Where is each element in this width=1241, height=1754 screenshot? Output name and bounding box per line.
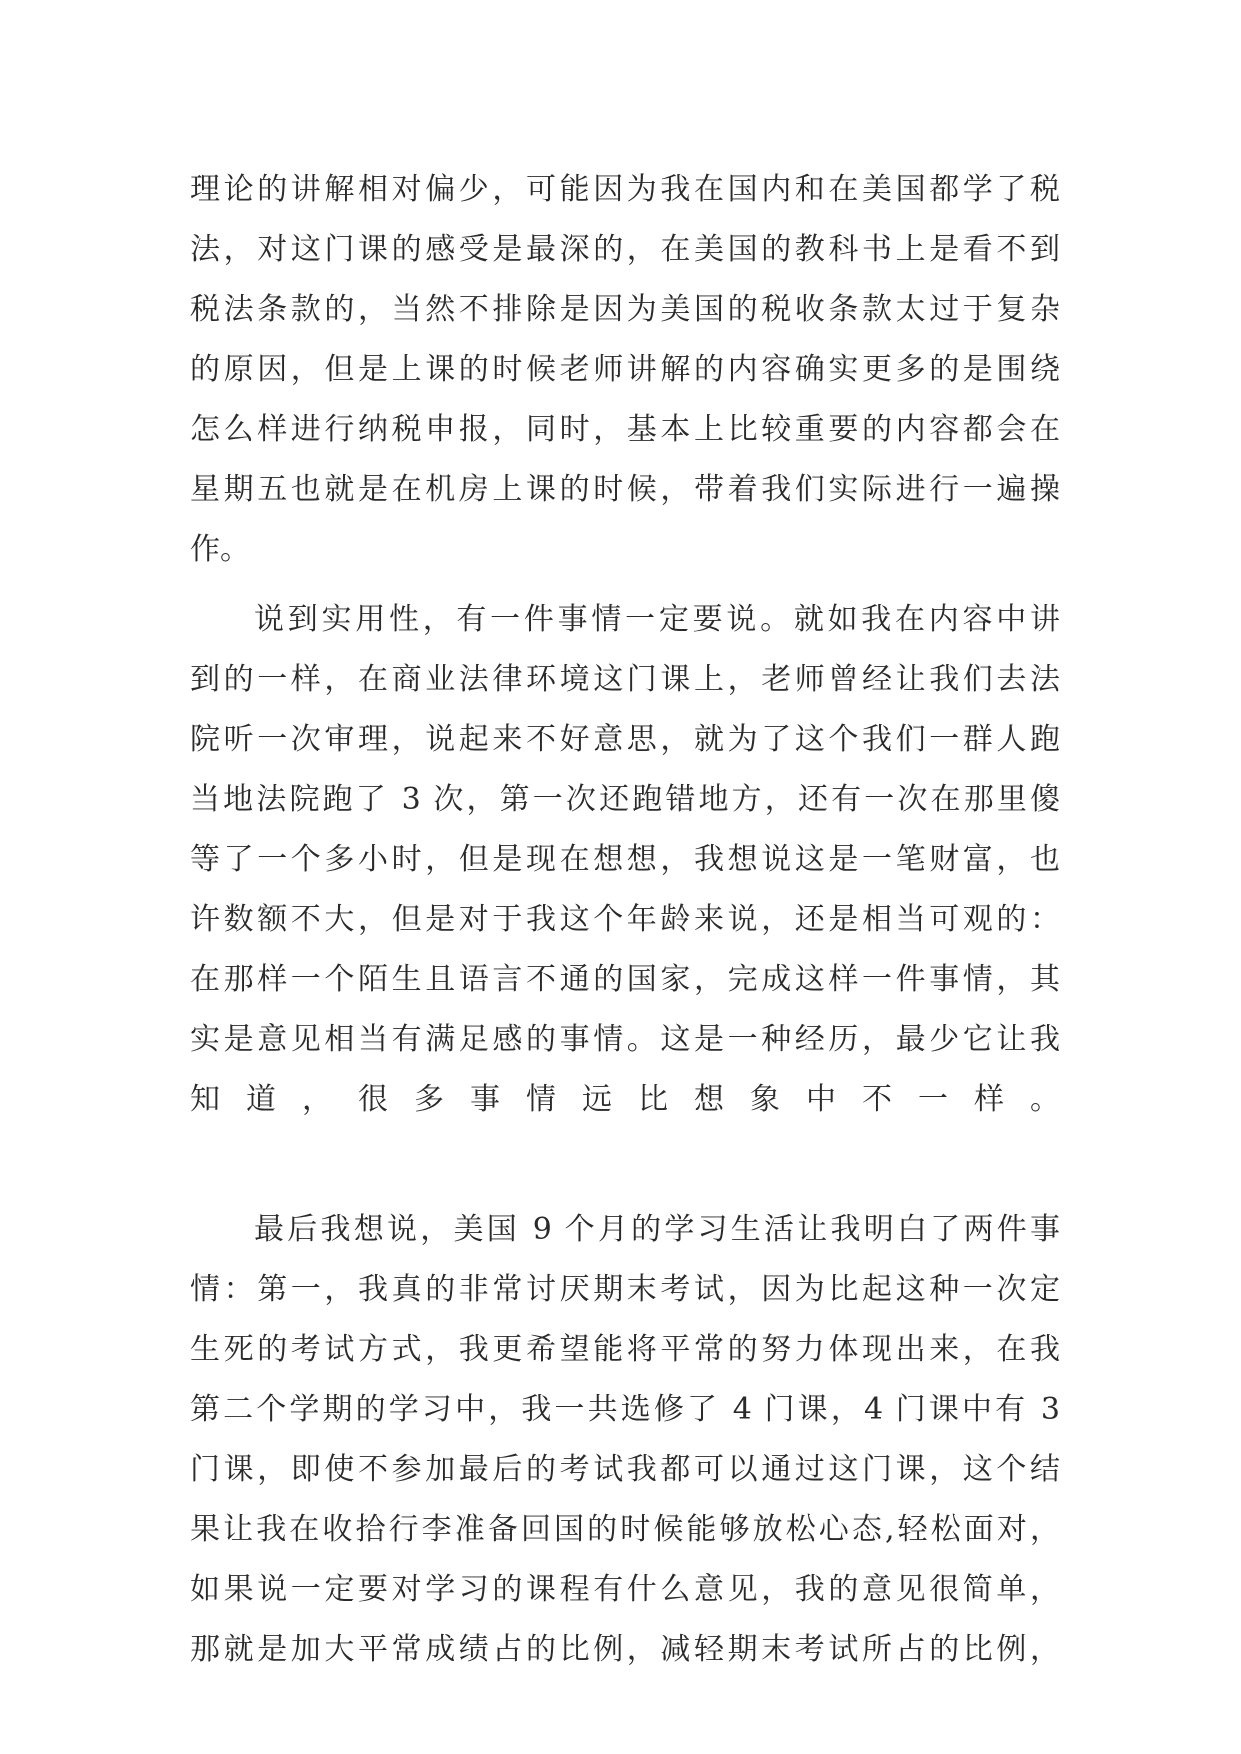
text-line: 最后我想说，美国 9 个月的学习生活让我明白了两件事 <box>254 1212 1060 1247</box>
text-line: 在那样一个陌生且语言不通的国家，完成这样一件事情，其 <box>190 962 1060 997</box>
text-line: 门课，即使不参加最后的考试我都可以通过这门课，这个结 <box>190 1452 1060 1487</box>
paragraph-1 <box>190 160 1060 580</box>
text-line: 那就是加大平常成绩占的比例，减轻期末考试所占的比例， <box>190 1632 1060 1667</box>
text-line: 的原因，但是上课的时候老师讲解的内容确实更多的是围绕 <box>190 352 1060 387</box>
text-line: 理论的讲解相对偏少，可能因为我在国内和在美国都学了税 <box>190 172 1060 207</box>
text-line: 作。 <box>190 532 250 567</box>
text-line: 实是意见相当有满足感的事情。这是一种经历，最少它让我 <box>190 1022 1060 1057</box>
text-line: 法，对这门课的感受是最深的，在美国的教科书上是看不到 <box>190 232 1060 267</box>
text-line: 第二个学期的学习中，我一共选修了 4 门课，4 门课中有 3 <box>190 1392 1060 1427</box>
text-line: 星期五也就是在机房上课的时候，带着我们实际进行一遍操 <box>190 472 1060 507</box>
text-line: 等了一个多小时，但是现在想想，我想说这是一笔财富，也 <box>190 842 1060 877</box>
text-line: 果让我在收拾行李准备回国的时候能够放松心态,轻松面对， <box>190 1512 1060 1547</box>
text-line: 许数额不大，但是对于我这个年龄来说，还是相当可观的： <box>190 902 1060 937</box>
text-line: 怎么样进行纳税申报，同时，基本上比较重要的内容都会在 <box>190 412 1060 447</box>
text-line <box>190 1130 1060 1190</box>
text-line: 税法条款的，当然不排除是因为美国的税收条款太过于复杂 <box>190 292 1060 327</box>
text-line: 院听一次审理，说起来不好意思，就为了这个我们一群人跑 <box>190 722 1060 757</box>
text-line: 说到实用性，有一件事情一定要说。就如我在内容中讲 <box>254 602 1060 637</box>
text-line: 生死的考试方式，我更希望能将平常的努力体现出来，在我 <box>190 1332 1060 1367</box>
text-line: 当地法院跑了 3 次，第一次还跑错地方，还有一次在那里傻 <box>190 782 1060 817</box>
paragraph-3 <box>190 1200 1060 1680</box>
text-line: 情：第一，我真的非常讨厌期末考试，因为比起这种一次定 <box>190 1272 1060 1307</box>
paragraph-2 <box>190 590 1060 1190</box>
text-line: 到的一样，在商业法律环境这门课上，老师曾经让我们去法 <box>190 662 1060 697</box>
text-line: 知道，很多事情远比想象中不一样。 <box>190 1082 1060 1117</box>
text-line: 如果说一定要对学习的课程有什么意见，我的意见很简单， <box>190 1572 1060 1607</box>
body-text <box>190 160 1060 1680</box>
